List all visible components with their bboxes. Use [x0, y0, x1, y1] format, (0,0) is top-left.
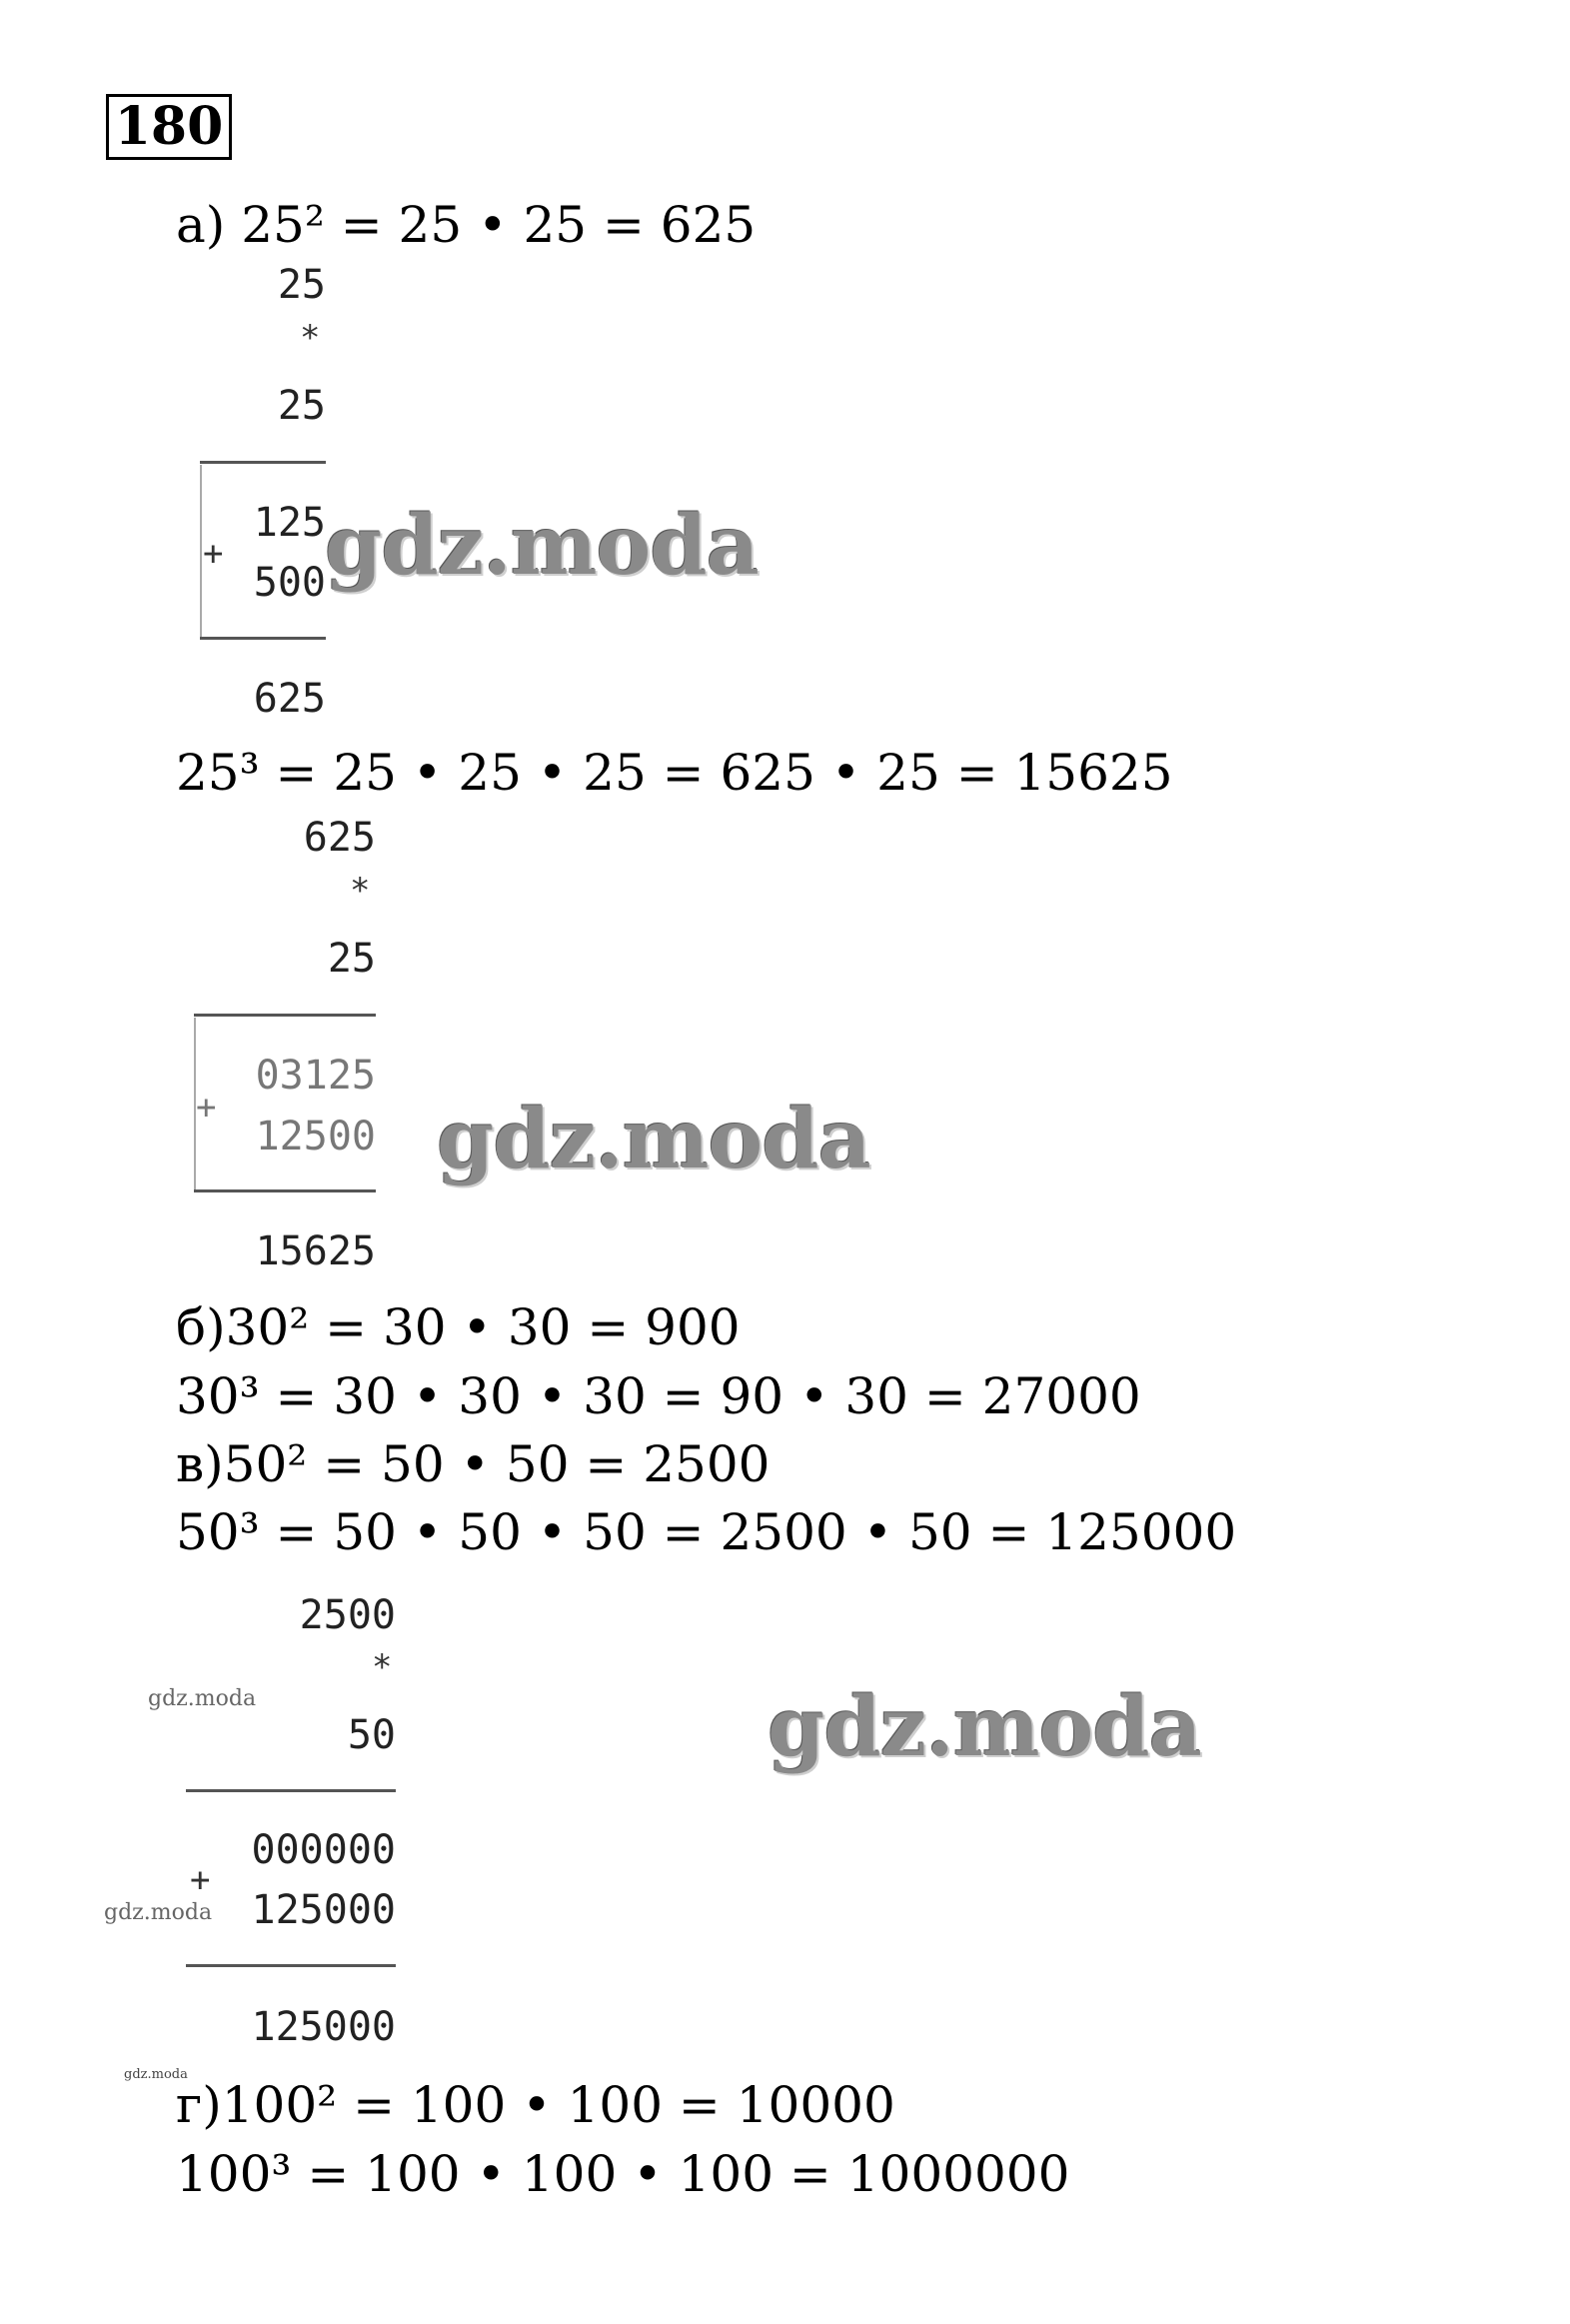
equation-g-cube: 100³ = 100 • 100 • 100 = 1000000 — [176, 2145, 1070, 2203]
equation-v-cube: 50³ = 50 • 50 • 50 = 2500 • 50 = 125000 — [176, 1503, 1237, 1561]
calc1-plus-sign: + — [203, 534, 224, 574]
calc1-partial-1: 125 — [253, 500, 326, 546]
equation-v-square: в)50² = 50 • 50 = 2500 — [176, 1435, 771, 1493]
calc3-line-2 — [186, 1964, 396, 1967]
watermark-small-1: gdz.moda — [148, 1686, 257, 1711]
calc2-bottom: 25 — [327, 936, 376, 982]
equation-a-cube: 25³ = 25 • 25 • 25 = 625 • 25 = 15625 — [176, 744, 1173, 802]
calc3-top: 2500 — [299, 1592, 396, 1638]
calc1-bottom: 25 — [277, 383, 326, 429]
calc1-bracket — [200, 465, 202, 637]
task-number: 180 — [106, 94, 232, 160]
calc2-partial-2: 12500 — [255, 1114, 376, 1160]
calc1-partial-2: 500 — [253, 560, 326, 606]
calc2-partial-1: 03125 — [255, 1053, 376, 1099]
calc2-top: 625 — [303, 815, 376, 861]
equation-g-square: г)100² = 100 • 100 = 10000 — [176, 2076, 895, 2134]
calc2-multiply-sign: * — [350, 871, 371, 911]
watermark-1: gdz.moda — [325, 498, 759, 594]
calc3-bottom: 50 — [347, 1712, 396, 1758]
calc2-line-1 — [194, 1014, 376, 1017]
calc1-line-1 — [200, 461, 326, 464]
calc3-multiply-sign: * — [372, 1647, 393, 1687]
calc3-plus-sign: + — [190, 1860, 211, 1900]
calc1-result: 625 — [253, 676, 326, 722]
calc3-result: 125000 — [251, 2004, 396, 2050]
watermark-tiny: gdz.moda — [124, 2067, 188, 2082]
calc3-partial-2: 125000 — [251, 1887, 396, 1933]
equation-a-square: а) 25² = 25 • 25 = 625 — [176, 196, 757, 254]
watermark-small-2: gdz.moda — [104, 1900, 213, 1925]
calc1-multiply-sign: * — [300, 318, 321, 358]
calc2-plus-sign: + — [196, 1088, 217, 1128]
watermark-2: gdz.moda — [437, 1092, 870, 1187]
calc1-top: 25 — [277, 262, 326, 308]
watermark-3: gdz.moda — [768, 1679, 1201, 1775]
calc1-line-2 — [200, 637, 326, 640]
calc3-line-1 — [186, 1789, 396, 1792]
calc2-line-2 — [194, 1189, 376, 1192]
calc2-result: 15625 — [255, 1228, 376, 1274]
calc3-partial-1: 000000 — [251, 1827, 396, 1873]
equation-b-cube: 30³ = 30 • 30 • 30 = 90 • 30 = 27000 — [176, 1367, 1141, 1425]
equation-b-square: б)30² = 30 • 30 = 900 — [176, 1298, 741, 1356]
